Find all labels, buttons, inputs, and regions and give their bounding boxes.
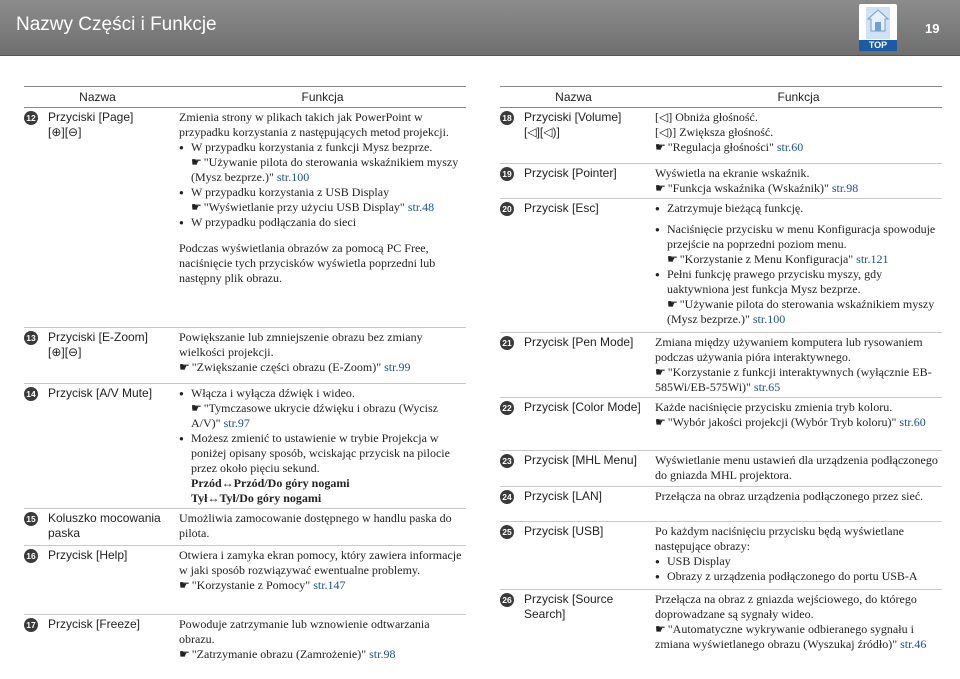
hand-pointer-icon: ☛ [667, 252, 678, 266]
item-name: Przyciski [Volume] [◁][◁)] [524, 110, 650, 140]
hand-pointer-icon: ☛ [191, 155, 202, 169]
item-number: 12 [24, 111, 38, 125]
reference-link[interactable]: str.60 [776, 140, 804, 154]
item-function: Zmienia strony w plikach takich jak PowerPoint w przypadku korzystania z następujących metod projekcji. ● W przypadku korzystania z funkcji Mysz bezprze. ☛ "Używanie pilota do sterowania wskaźnikiem myszy (Mysz bezprze.)" str.100 ● W przypadku korzystania z USB Display ☛ "Wyświetlanie przy użyciu USB Display" str.48 ● W przypadku podłączania do sieci Podczas wyświetlania obrazów za pomocą PC Free, naciśnięcie tych przycisków wyświetla poprzedni lub następny plik obrazu. [179, 110, 466, 286]
reference-link[interactable]: str.147 [313, 578, 346, 592]
item-number: 22 [500, 401, 514, 415]
reference-link[interactable]: str.98 [831, 181, 859, 195]
table-row [500, 199, 942, 333]
table-row [500, 164, 942, 199]
table-row [500, 333, 942, 398]
item-function: Otwiera i zamyka ekran pomocy, który zawiera informacje w jaki sposób rozwiązywać ewentualne problemy. ☛ "Korzystanie z Pomocy" str.147 [179, 548, 462, 592]
item-name: Przycisk [LAN] [524, 489, 603, 503]
header-name: Nazwa [79, 90, 116, 104]
item-function: Powiększanie lub zmniejszenie obrazu bez zmiany wielkości projekcji. ☛ "Zwiększanie części obrazu (E-Zoom)" str.99 [179, 330, 423, 374]
hand-pointer-icon: ☛ [179, 647, 190, 661]
projection-mode-2: Tył↔Tył/Do góry nogami [191, 491, 322, 505]
item-function: Zmiana między używaniem komputera lub rysowaniem podczas używania pióra interaktywnego. ☛ "Korzystanie z funkcji interaktywnych (wyłącznie EB-585Wi/EB-575Wi)" str.65 [655, 335, 932, 394]
item-function: [◁] Obniża głośność. [◁)] Zwiększa głośność. ☛ "Regulacja głośności" str.60 [655, 110, 804, 154]
top-button[interactable] [859, 4, 897, 51]
item-name: Przycisk [Pointer] [524, 166, 617, 180]
item-number: 17 [24, 618, 38, 632]
item-number: 15 [24, 512, 38, 526]
item-function: ● Zatrzymuje bieżącą funkcję. ● Naciśnięcie przycisku w menu Konfiguracja spowoduje przejście na poprzedni poziom menu. ☛ "Korzystanie z Menu Konfiguracja" str.121 ● Pełni funkcję prawego przycisku myszy, gdy uaktywniona jest funkcja Mysz bezprze. ☛ "Używanie pilota do sterowania wskaźnikiem myszy (Mysz bezprze.)" str.100 [655, 201, 942, 327]
item-name: Przyciski [Page] [⊕][⊖] [48, 110, 174, 140]
item-number: 13 [24, 331, 38, 345]
volume-buttons-glyphs: [◁][◁)] [524, 125, 560, 139]
reference-link[interactable]: str.48 [407, 200, 435, 214]
table-row [24, 328, 466, 384]
hand-pointer-icon: ☛ [655, 181, 666, 195]
hand-pointer-icon: ☛ [655, 140, 666, 154]
hand-pointer-icon: ☛ [655, 415, 666, 429]
item-number: 14 [24, 387, 38, 401]
item-function: Przełącza na obraz z gniazda wejściowego, do którego doprowadzane są sygnały wideo. ☛ "Automatyczne wykrywanie odbieranego sygnału i zmiana wyświetlanego obrazu (Wyszukaj źródło)" str.46 [655, 592, 927, 651]
item-name: Przycisk [Source Search] [524, 592, 614, 621]
item-function: Powoduje zatrzymanie lub wznowienie odtwarzania obrazu. ☛ "Zatrzymanie obrazu (Zamrożenie)" str.98 [179, 617, 430, 661]
item-number: 26 [500, 593, 514, 607]
hand-pointer-icon: ☛ [191, 401, 202, 415]
item-name: Przycisk [Esc] [524, 201, 599, 215]
item-function: Umożliwia zamocowanie dostępnego w handlu paska do pilota. [179, 511, 452, 540]
item-function: Wyświetla na ekranie wskaźnik. ☛ "Funkcja wskaźnika (Wskaźnik)" str.98 [655, 166, 859, 195]
reference-link[interactable]: str.98 [369, 647, 396, 661]
table-row [500, 108, 942, 164]
hand-pointer-icon: ☛ [191, 200, 202, 214]
item-number: 19 [500, 167, 514, 181]
table-row [24, 108, 466, 328]
item-name: Przyciski [E-Zoom] [⊕][⊖] [48, 330, 174, 360]
table-row [500, 451, 942, 487]
left-table [24, 86, 466, 671]
header-function: Funkcja [301, 90, 344, 104]
reference-link[interactable]: str.99 [384, 360, 411, 374]
item-number: 16 [24, 549, 38, 563]
item-function: Każde naciśnięcie przycisku zmienia tryb koloru. ☛ "Wybór jakości projekcji (Wybór Tryb koloru)" str.60 [655, 400, 926, 429]
page-number: 19 [925, 21, 940, 36]
header-function: Funkcja [777, 90, 820, 104]
item-number: 21 [500, 336, 514, 350]
item-name: Przycisk [A/V Mute] [48, 386, 153, 400]
hand-pointer-icon: ☛ [667, 297, 678, 311]
table-row [500, 487, 942, 522]
page-buttons-glyphs: [⊕][⊖] [48, 125, 82, 139]
reference-link[interactable]: str.97 [223, 416, 250, 430]
hand-pointer-icon: ☛ [655, 622, 666, 636]
item-name: Przycisk [Pen Mode] [524, 335, 634, 349]
table-row [24, 384, 466, 509]
hand-pointer-icon: ☛ [179, 360, 190, 374]
item-function: Po każdym naciśnięciu przycisku będą wyświetlane następujące obrazy: ● USB Display ● Obrazy z urządzenia podłączonego do portu USB-A [655, 524, 942, 584]
hand-pointer-icon: ☛ [179, 578, 190, 592]
item-number: 18 [500, 111, 514, 125]
item-number: 25 [500, 525, 514, 539]
table-header [24, 86, 466, 108]
table-row [24, 546, 466, 615]
item-name: Przycisk [Help] [48, 548, 128, 562]
house-icon [866, 7, 890, 39]
reference-link[interactable]: str.65 [753, 380, 781, 394]
projection-mode-1: Przód↔Przód/Do góry nogami [191, 476, 350, 490]
zoom-buttons-glyphs: [⊕][⊖] [48, 345, 82, 359]
item-name: Przycisk [MHL Menu] [524, 453, 637, 467]
table-row [500, 398, 942, 451]
item-number: 20 [500, 202, 514, 216]
item-name: Koluszko mocowania paska [48, 511, 161, 540]
hand-pointer-icon: ☛ [655, 365, 666, 379]
item-function: Przełącza na obraz urządzenia podłączonego przez sieć. [655, 489, 924, 503]
reference-link[interactable]: str.121 [856, 252, 889, 266]
item-name: Przycisk [USB] [524, 524, 604, 538]
table-row [500, 522, 942, 590]
item-name: Przycisk [Color Mode] [524, 400, 641, 414]
table-row [24, 615, 466, 671]
item-name: Przycisk [Freeze] [48, 617, 141, 631]
header-name: Nazwa [555, 90, 592, 104]
table-row [500, 590, 942, 676]
reference-link[interactable]: str.100 [752, 312, 786, 326]
page-title: Nazwy Części i Funkcje [16, 14, 217, 35]
item-number: 24 [500, 490, 514, 504]
item-function: Wyświetlanie menu ustawień dla urządzenia podłączonego do gniazda MHL projektora. [655, 453, 938, 482]
item-function: ● Włącza i wyłącza dźwięk i wideo. ☛ "Tymczasowe ukrycie dźwięku i obrazu (Wycisz A/V)" str.97 ● Możesz zmienić to ustawienie w trybie Projekcja w poniżej opisany sposób, wciskając przycisk na pilocie przez około pięciu sekund. Przód↔Przód/Do góry nogami Tył↔Tył/Do góry nogami [179, 386, 466, 506]
reference-link[interactable]: str.100 [276, 170, 310, 184]
reference-link[interactable]: str.46 [900, 637, 927, 651]
table-header [500, 86, 942, 108]
top-label[interactable]: TOP [859, 40, 897, 51]
item-number: 23 [500, 454, 514, 468]
reference-link[interactable]: str.60 [899, 415, 926, 429]
page-header [0, 0, 960, 56]
right-table [500, 86, 942, 676]
table-row [24, 509, 466, 546]
